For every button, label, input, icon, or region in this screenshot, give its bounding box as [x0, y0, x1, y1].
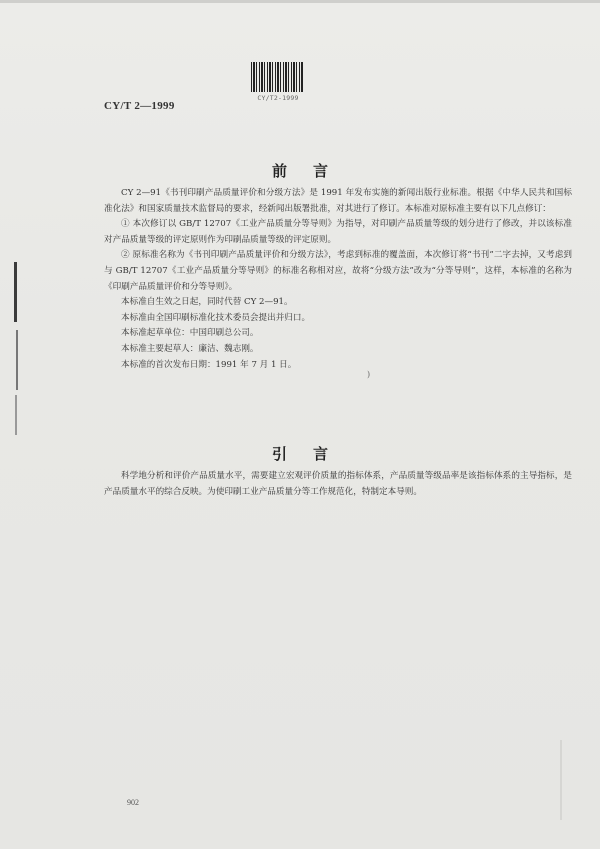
foreword-body	[104, 186, 572, 373]
scan-edge-mark	[16, 330, 18, 390]
foreword-heading: 前言	[271, 162, 354, 180]
introduction-body	[104, 469, 572, 500]
introduction-heading: 引言	[271, 445, 354, 463]
scan-top-edge	[0, 0, 600, 3]
foreword-paragraph: 本标准由全国印刷标准化技术委员会提出并归口。	[121, 312, 311, 323]
barcode-image	[251, 62, 303, 92]
foreword-paragraph: ② 原标准名称为《书刊印刷产品质量评价和分级方法》，考虑到标准的覆盖面，本次修订将“书刊”二字去掉，又考虑到与 GB/T 12707《工业产品质量分等导则》的标准名称相对应，故将“分级方法”改为“分等导则”，这样，本标准的名称为《印刷产品质量评价和分等导则》。	[104, 250, 572, 292]
foreword-paragraph: 本标准的首次发布日期：1991 年 7 月 1 日。	[121, 359, 297, 370]
foreword-paragraph: CY 2—91《书刊印刷产品质量评价和分级方法》是 1991 年发布实施的新闻出版行业标准。根据《中华人民共和国标准化法》和国家质量技术监督局的要求，经新闻出版署批准，对其进行了修订。本标准对原标准主要有以下几点修订：	[104, 188, 572, 214]
barcode-caption: CY/T2-1999	[257, 94, 299, 102]
scan-right-edge	[560, 740, 562, 820]
scan-edge-mark	[14, 262, 17, 322]
scan-edge-mark	[15, 395, 17, 435]
foreword-paragraph: 本标准起草单位：中国印刷总公司。	[121, 328, 259, 339]
page-number: 902	[127, 798, 139, 807]
foreword-paragraph: 本标准自生效之日起，同时代替 CY 2—91。	[121, 297, 293, 308]
foreword-paragraph: ① 本次修订以 GB/T 12707《工业产品质量分等导则》为指导，对印刷产品质量等级的划分进行了修改，并以该标准对产品质量等级的评定原则作为印刷品质量等级的评定原则。	[104, 219, 572, 245]
standard-code: CY/T 2—1999	[104, 100, 175, 112]
scan-speck: )	[367, 370, 371, 379]
foreword-paragraph: 本标准主要起草人：廉洁、魏志刚。	[121, 343, 259, 354]
introduction-paragraph: 科学地分析和评价产品质量水平，需要建立宏观评价质量的指标体系，产品质量等级品率是该指标体系的主导指标，是产品质量水平的综合反映。为使印刷工业产品质量分等工作规范化，特制定本导则。	[104, 471, 572, 497]
